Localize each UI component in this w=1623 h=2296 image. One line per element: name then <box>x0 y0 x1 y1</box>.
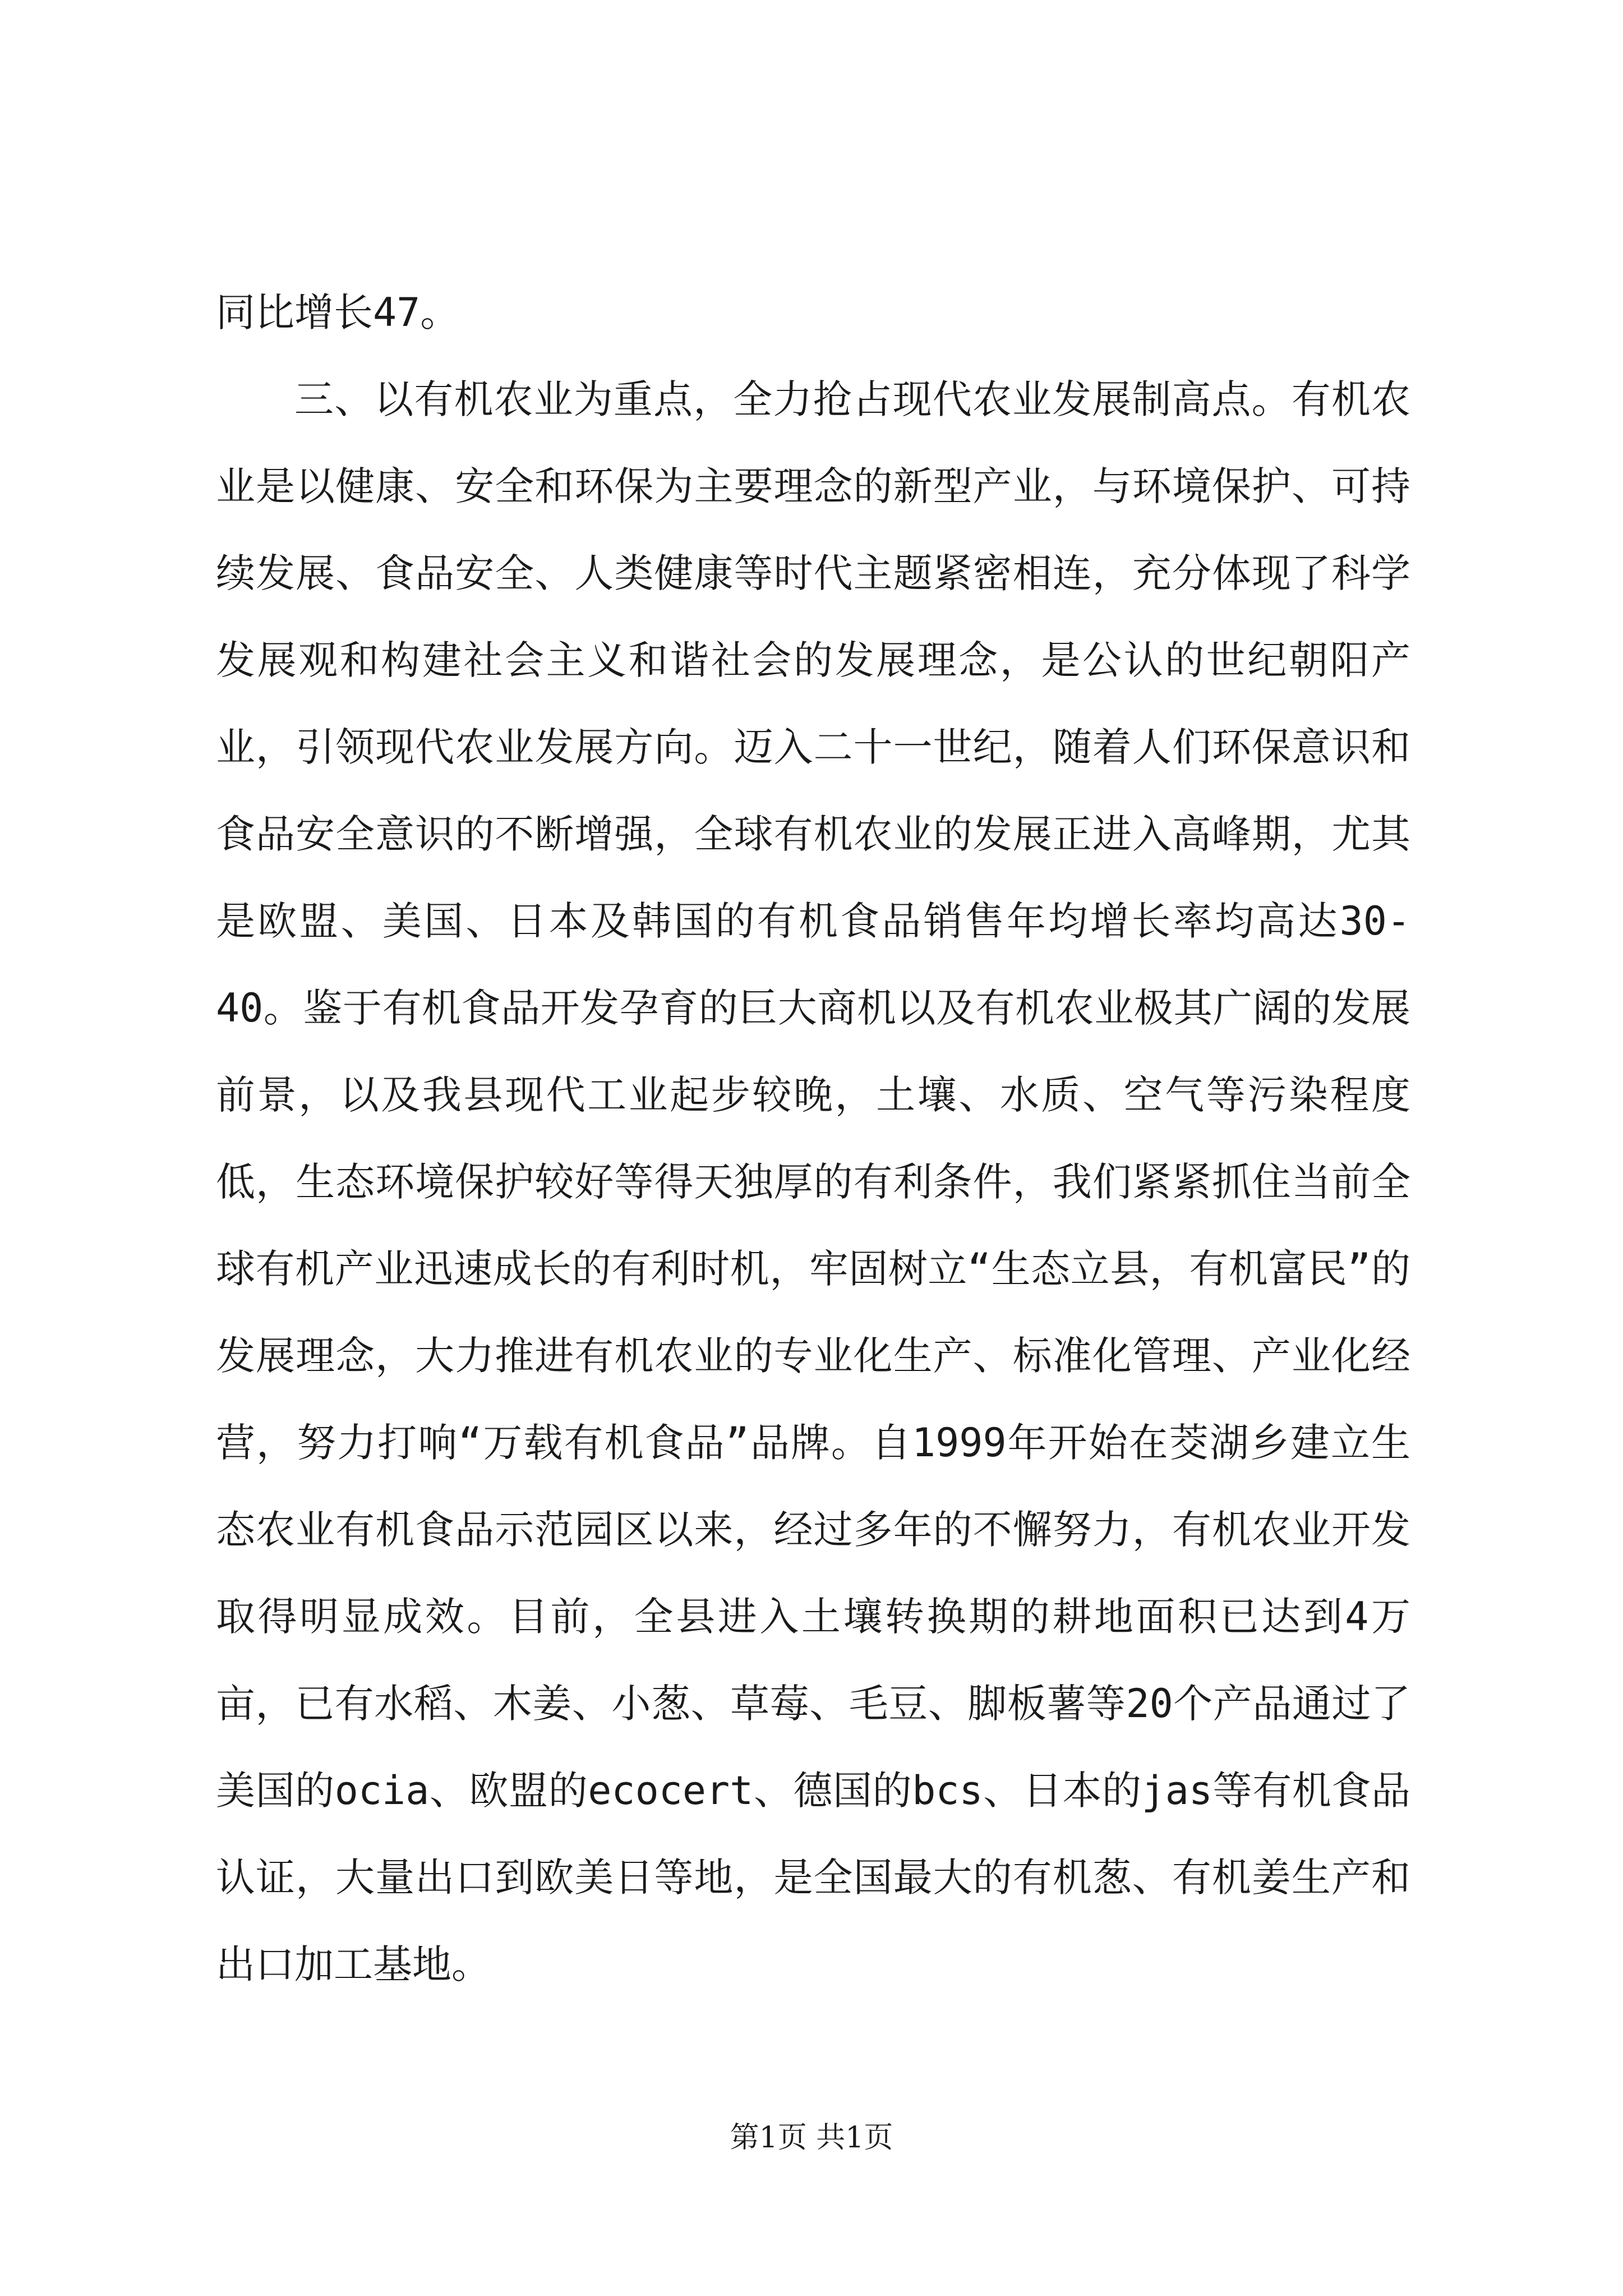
paragraph-organic-agriculture: 三、以有机农业为重点，全力抢占现代农业发展制高点。有机农业是以健康、安全和环保为主要理念的新型产业，与环境保护、可持续发展、食品安全、人类健康等时代主题紧密相连，充分体现了科学发展观和构建社会主义和谐社会的发展理念，是公认的世纪朝阳产业，引领现代农业发展方向。迈入二十一世纪，随着人们环保意识和食品安全意识的不断增强，全球有机农业的发展正进入高峰期，尤其是欧盟、美国、日本及韩国的有机食品销售年均增长率均高达30-40。鉴于有机食品开发孕育的巨大商机以及有机农业极其广阔的发展前景，以及我县现代工业起步较晚，土壤、水质、空气等污染程度低，生态环境保护较好等得天独厚的有利条件，我们紧紧抓住当前全球有机产业迅速成长的有利时机，牢固树立“生态立县，有机富民”的发展理念，大力推进有机农业的专业化生产、标准化管理、产业化经营，努力打响“万载有机食品”品牌。自1999年开始在茭湖乡建立生态农业有机食品示范园区以来，经过多年的不懈努力，有机农业开发取得明显成效。目前，全县进入土壤转换期的耕地面积已达到4万亩，已有水稻、木姜、小葱、草莓、毛豆、脚板薯等20个产品通过了美国的ocia、欧盟的ecocert、德国的bcs、日本的jas等有机食品认证，大量出口到欧美日等地，是全国最大的有机葱、有机姜生产和出口加工基地。 <box>216 376 1410 1987</box>
page-footer: 第1页 共1页 <box>730 2121 893 2155</box>
document-body <box>216 269 1410 2008</box>
paragraph-continuation: 同比增长47。 <box>216 289 460 335</box>
